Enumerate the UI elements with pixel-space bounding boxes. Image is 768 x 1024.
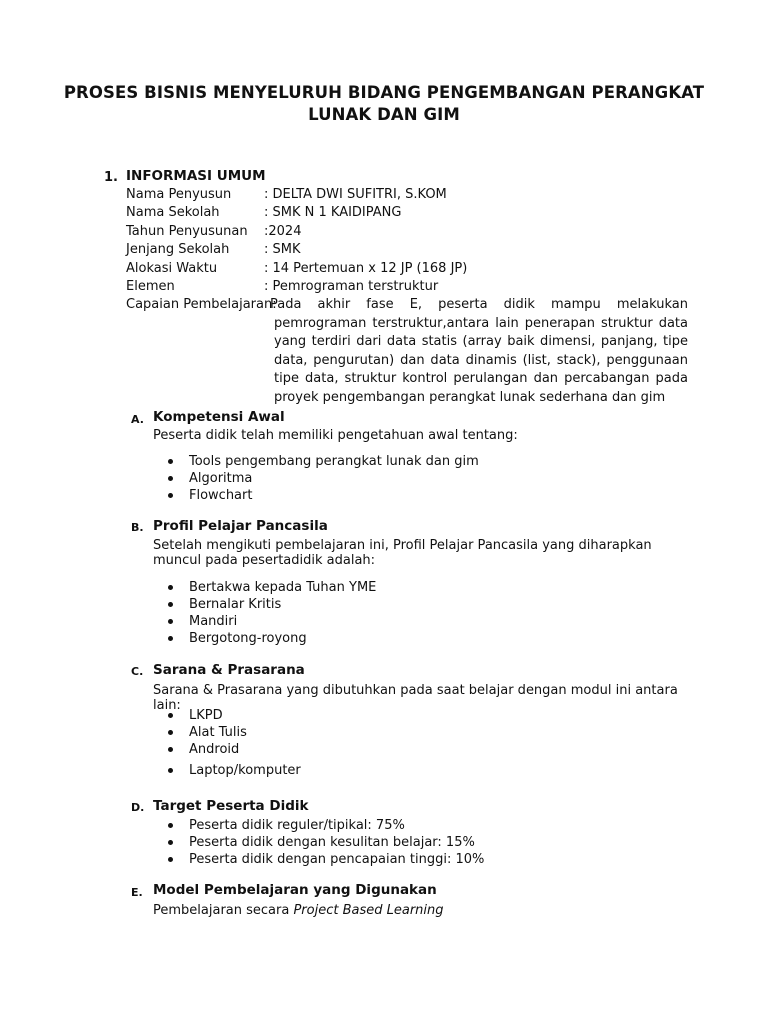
list-item-text: Bertakwa kepada Tuhan YME — [189, 580, 377, 595]
info-label: Jenjang Sekolah — [126, 242, 230, 257]
section-title: INFORMASI UMUM — [126, 168, 266, 184]
model-pembelajaran-text — [153, 903, 683, 918]
model-pembelajaran-italic: Project Based Learning — [293, 903, 444, 918]
list-item — [153, 630, 376, 647]
bullet-icon — [168, 747, 173, 752]
info-label: Tahun Penyusunan — [126, 224, 248, 239]
info-label: Alokasi Waktu — [126, 261, 218, 276]
kompetensi-awal-intro: Peserta didik telah memiliki pengetahuan awal tentang: — [153, 428, 518, 443]
bullet-icon — [168, 619, 173, 624]
list-item — [153, 579, 376, 596]
list-item-text: Peserta didik reguler/tipikal: 75% — [189, 818, 405, 833]
subsection-letter-c: C. — [131, 665, 144, 678]
info-value: : SMK N 1 KAIDIPANG — [264, 205, 402, 220]
subsection-letter-b: B. — [131, 521, 144, 534]
bullet-icon — [168, 768, 173, 773]
list-item-text: Peserta didik dengan pencapaian tinggi: 10% — [189, 852, 485, 867]
sarana-prasarana-intro: Sarana & Prasarana yang dibutuhkan pada saat belajar dengan modul ini antara lain: — [153, 683, 678, 713]
list-item — [153, 741, 301, 758]
info-value: : SMK — [264, 242, 301, 257]
bullet-icon — [168, 840, 173, 845]
list-item — [153, 817, 484, 834]
info-value: : 14 Pertemuan x 12 JP (168 JP) — [264, 261, 468, 276]
subsection-title-model-pembelajaran: Model Pembelajaran yang Digunakan — [153, 882, 437, 898]
bullet-icon — [168, 823, 173, 828]
list-item — [153, 762, 301, 779]
list-item-text: Bernalar Kritis — [189, 597, 282, 612]
bullet-icon — [168, 602, 173, 607]
target-peserta-list — [153, 817, 484, 868]
list-item — [153, 487, 479, 504]
list-item — [153, 707, 301, 724]
info-label: Nama Penyusun — [126, 187, 232, 202]
info-row-tahun-penyusunan — [126, 223, 301, 241]
list-item-text: Android — [189, 742, 240, 757]
list-item-text: Mandiri — [189, 614, 238, 629]
info-label: Nama Sekolah — [126, 205, 220, 220]
subsection-letter-a: A. — [131, 413, 144, 426]
capaian-text: Pada akhir fase E, peserta didik mampu melakukan pemrograman terstruktur,antara lain penerapan struktur data yang terdiri dari data statis (array baik dimensi, panjang, tipe data, pengurutan) dan data dinamis (list, stack), penggunaan tipe data, struktur kontrol perulangan dan percabangan pada proyek pengembangan perangkat lunak sederhana dan gim — [270, 297, 688, 405]
subsection-title-target-peserta: Target Peserta Didik — [153, 798, 309, 814]
bullet-icon — [168, 493, 173, 498]
bullet-icon — [168, 857, 173, 862]
subsection-letter-e: E. — [131, 886, 143, 899]
list-item-text: Alat Tulis — [189, 725, 247, 740]
document-title — [60, 82, 708, 126]
list-item — [153, 834, 484, 851]
bullet-icon — [168, 585, 173, 590]
profil-pelajar-list — [153, 579, 376, 647]
info-row-nama-penyusun — [126, 186, 447, 204]
subsection-letter-d: D. — [131, 801, 145, 814]
list-item-text: Bergotong-royong — [189, 631, 307, 646]
section-number: 1. — [104, 170, 118, 185]
info-row-elemen — [126, 278, 438, 296]
title-line-2: LUNAK DAN GIM — [308, 105, 460, 124]
bullet-icon — [168, 730, 173, 735]
model-pembelajaran-prefix: Pembelajaran secara — [153, 903, 294, 918]
list-item — [153, 596, 376, 613]
list-item — [153, 613, 376, 630]
list-item-text: Tools pengembang perangkat lunak dan gim — [189, 454, 479, 469]
list-item — [153, 851, 484, 868]
list-item-text: Flowchart — [189, 488, 253, 503]
bullet-icon — [168, 713, 173, 718]
list-item — [153, 453, 479, 470]
profil-pelajar-intro: Setelah mengikuti pembelajaran ini, Profil Pelajar Pancasila yang diharapkan muncul pada pesertadidik adalah: — [153, 538, 652, 568]
list-item-text: Laptop/komputer — [189, 763, 301, 778]
list-item — [153, 470, 479, 487]
subsection-title-kompetensi-awal: Kompetensi Awal — [153, 409, 285, 425]
info-value: : DELTA DWI SUFITRI, S.KOM — [264, 187, 447, 202]
subsection-title-sarana-prasarana: Sarana & Prasarana — [153, 662, 305, 678]
info-row-jenjang-sekolah — [126, 241, 301, 259]
kompetensi-awal-list — [153, 453, 479, 504]
bullet-icon — [168, 636, 173, 641]
info-label: Elemen — [126, 279, 175, 294]
list-item-text: LKPD — [189, 708, 223, 723]
title-line-1: PROSES BISNIS MENYELURUH BIDANG PENGEMBANGAN PERANGKAT — [63, 83, 705, 102]
bullet-icon — [168, 459, 173, 464]
bullet-icon — [168, 476, 173, 481]
info-value: :2024 — [264, 224, 302, 239]
info-value: : Pemrograman terstruktur — [264, 279, 439, 294]
list-item — [153, 724, 301, 741]
list-item-text: Algoritma — [189, 471, 253, 486]
sarana-prasarana-list — [153, 707, 301, 779]
list-item-text: Peserta didik dengan kesulitan belajar: 15% — [189, 835, 475, 850]
info-row-nama-sekolah — [126, 204, 401, 222]
info-row-alokasi-waktu — [126, 260, 467, 278]
subsection-title-profil-pelajar: Profil Pelajar Pancasila — [153, 518, 328, 534]
capaian-label: Capaian Pembelajaran: — [126, 297, 277, 312]
